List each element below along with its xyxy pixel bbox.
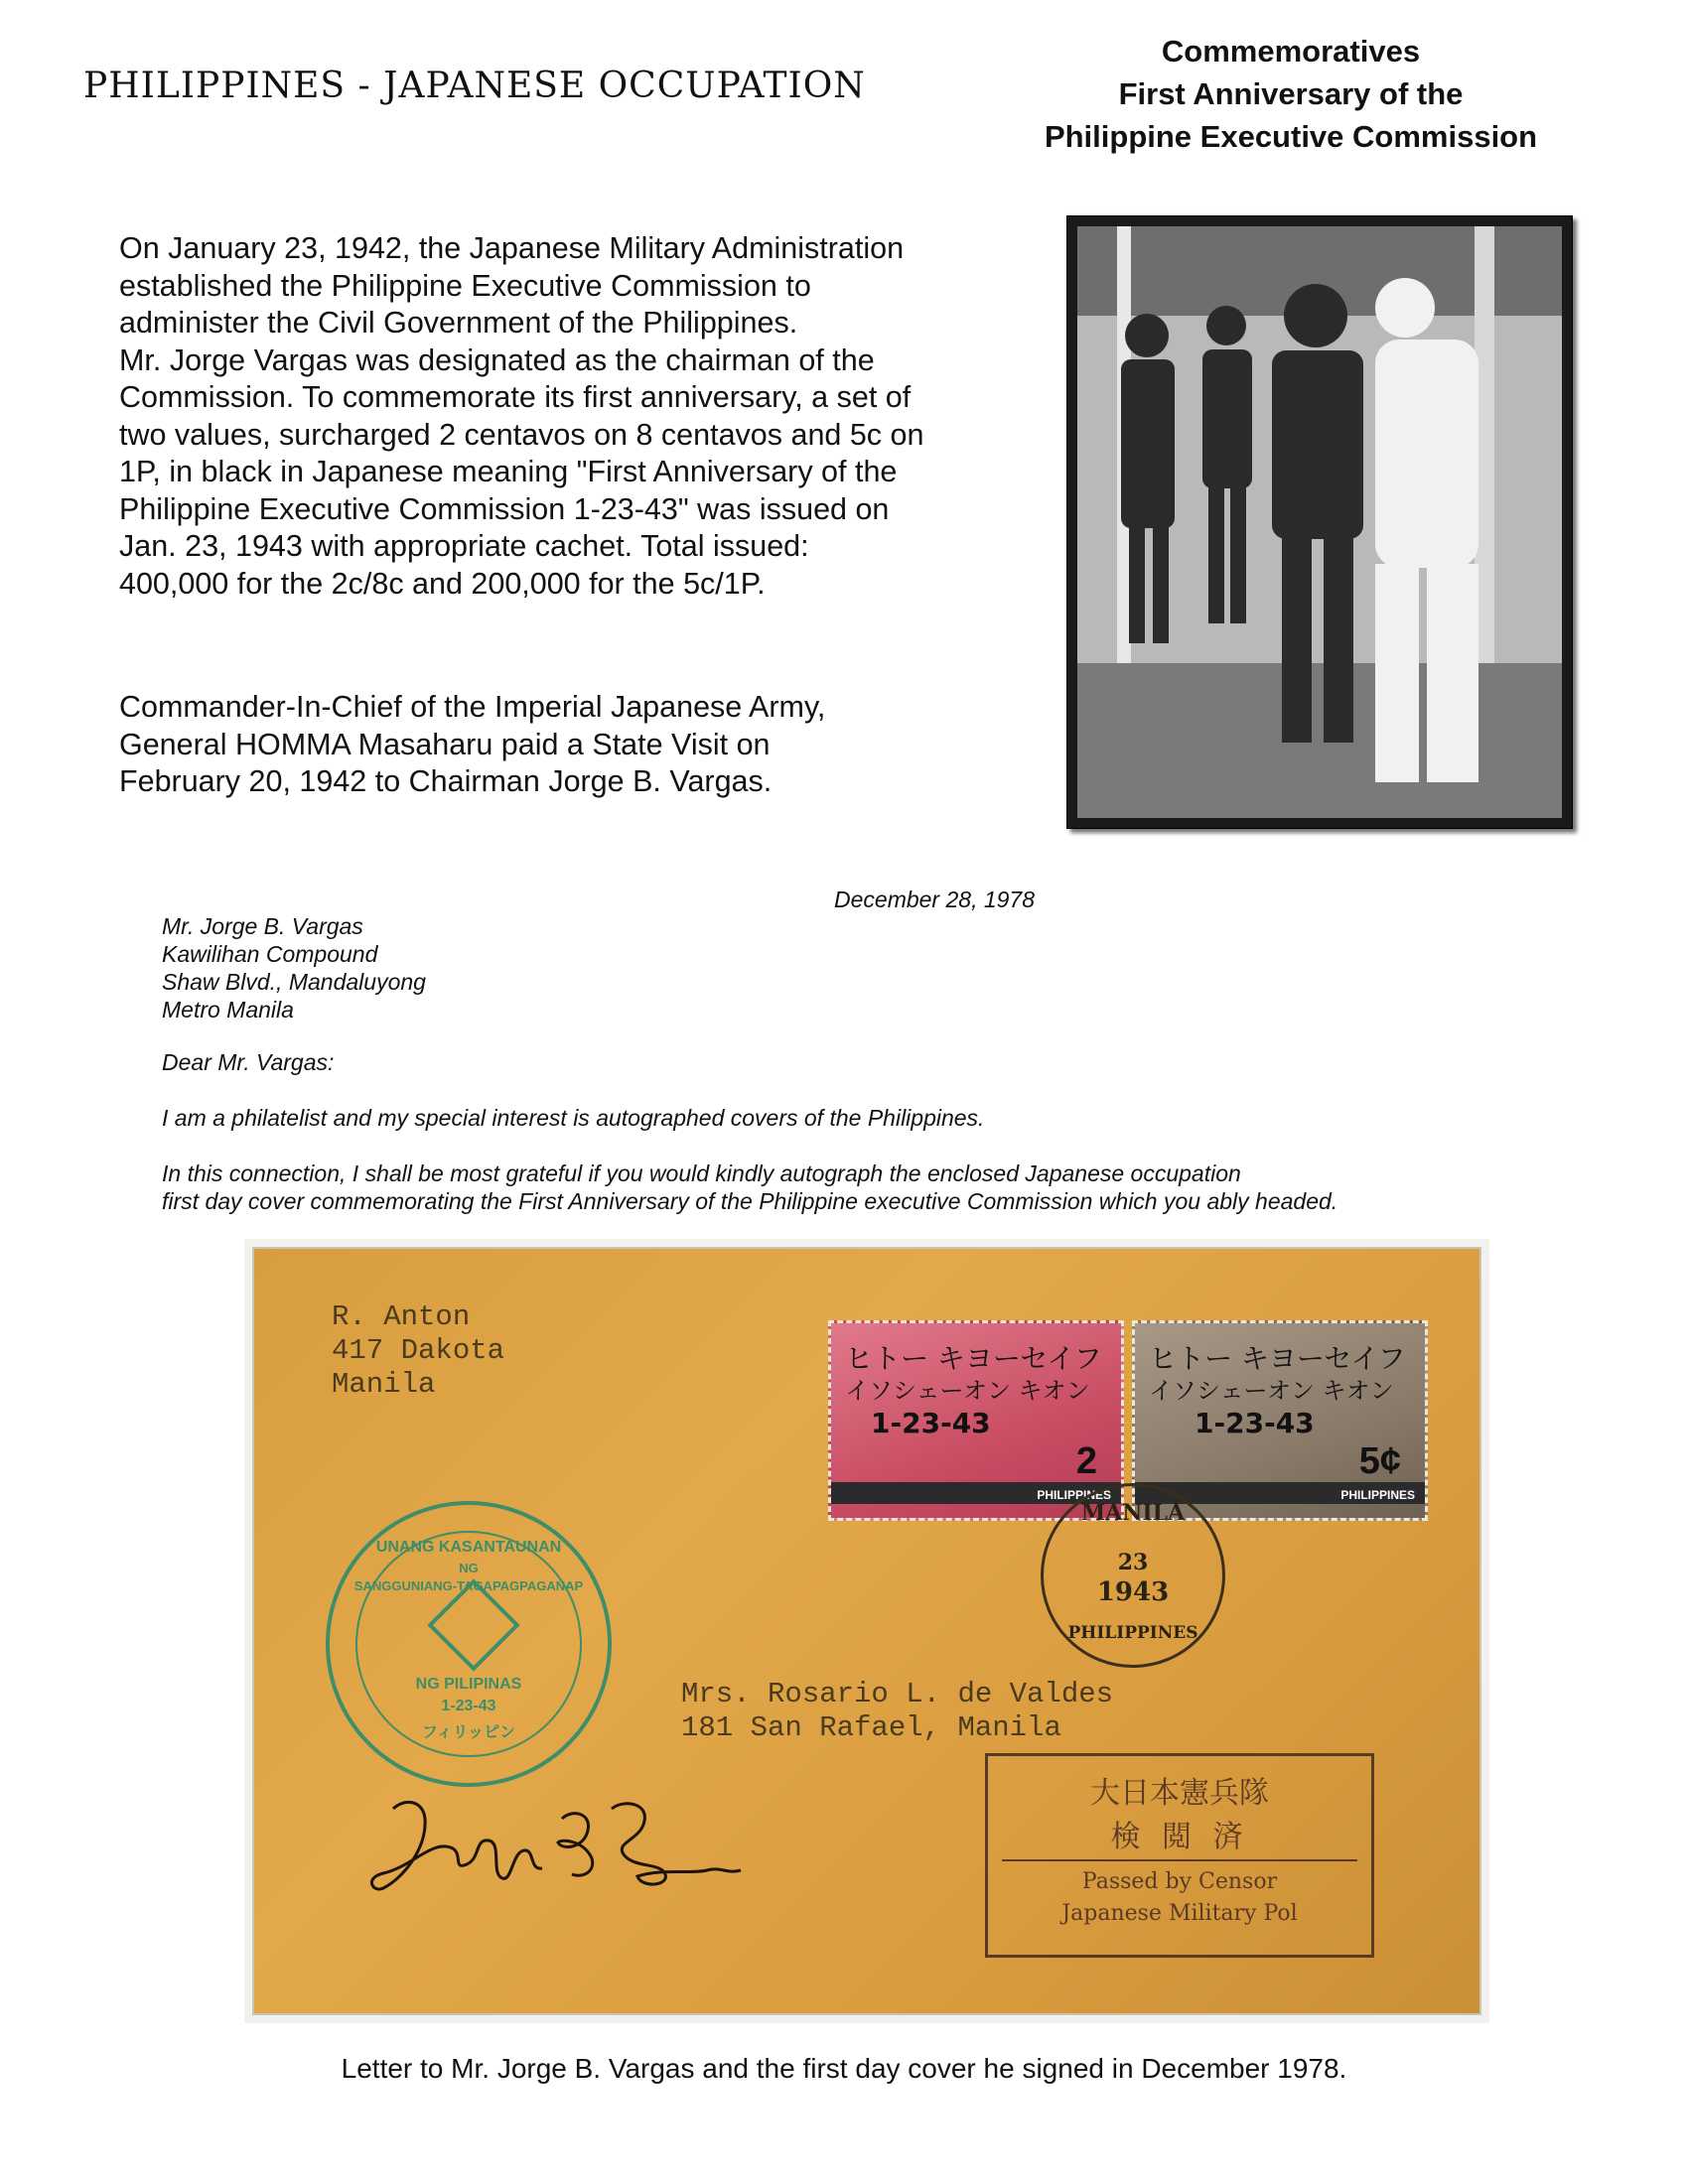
stamp-value: 5¢ xyxy=(1358,1440,1401,1482)
stamp-5c xyxy=(1132,1320,1428,1521)
text-line: Philippine Executive Commission 1-23-43" was issued on xyxy=(119,491,890,526)
censor-japanese: 大日本憲兵隊 xyxy=(1090,1776,1269,1811)
postmark-city: MANILA xyxy=(1080,1500,1186,1526)
photo-figures xyxy=(1077,226,1562,818)
text-line: February 20, 1942 to Chairman Jorge B. Vargas. xyxy=(119,764,773,798)
header-line: Philippine Executive Commission xyxy=(1044,119,1538,154)
cachet-kana: フィリッピン xyxy=(421,1724,516,1741)
letter-salutation: Dear Mr. Vargas: xyxy=(162,1049,335,1075)
stamp-surcharge: ヒトー キヨーセイフ xyxy=(1149,1342,1406,1375)
divider xyxy=(1002,1859,1357,1861)
letter-line: In this connection, I shall be most grateful if you would kindly autograph the enclosed Japanese occupation xyxy=(162,1160,1241,1186)
text-line: Mr. Jorge Vargas was designated as the chairman of the xyxy=(119,342,875,377)
anniversary-cachet xyxy=(326,1501,612,1787)
postmark-country: PHILIPPINES xyxy=(1067,1623,1198,1643)
page-title: PHILIPPINES - JAPANESE OCCUPATION xyxy=(83,66,866,106)
header-line: First Anniversary of the xyxy=(1118,76,1464,111)
address-line: Metro Manila xyxy=(162,997,294,1023)
censor-japanese: 検 閲 済 xyxy=(1110,1820,1249,1854)
address-line: Shaw Blvd., Mandaluyong xyxy=(162,969,426,995)
letter-address xyxy=(162,912,426,1024)
cachet-bottom: NG PILIPINAS xyxy=(415,1676,522,1693)
censor-handstamp xyxy=(985,1753,1374,1958)
letter-date: December 28, 1978 xyxy=(834,887,1036,912)
letter-line: first day cover commemorating the First Anniversary of the Philippine executive Commission which you ably headed. xyxy=(162,1188,1338,1214)
stamp-surcharge: イソシェーオン キオン xyxy=(1149,1377,1394,1405)
recipient-line: Mrs. Rosario L. de Valdes xyxy=(681,1678,1114,1710)
photo-image xyxy=(1077,226,1562,818)
text-line: Commander-In-Chief of the Imperial Japanese Army, xyxy=(119,690,826,724)
section-header xyxy=(983,30,1599,158)
stamp-date: 1-23-43 xyxy=(871,1407,991,1439)
stamp-surcharge: ヒトー キヨーセイフ xyxy=(845,1342,1102,1375)
stamp-country: PHILIPPINES xyxy=(1340,1488,1415,1502)
address-line: Kawilihan Compound xyxy=(162,941,378,967)
recipient-line: 181 San Rafael, Manila xyxy=(681,1711,1061,1744)
stamp-2c xyxy=(828,1320,1124,1521)
cover-caption: Letter to Mr. Jorge B. Vargas and the first day cover he signed in December 1978. xyxy=(341,2053,1347,2084)
letter-paragraph xyxy=(162,1160,1337,1215)
text-line: Commission. To commemorate its first anniversary, a set of xyxy=(119,380,912,414)
stamp-date: 1-23-43 xyxy=(1195,1407,1315,1439)
letter-paragraph: I am a philatelist and my special interest is autographed covers of the Philippines. xyxy=(162,1105,985,1131)
postmark-day: 23 xyxy=(1117,1550,1149,1575)
text-line: Jan. 23, 1943 with appropriate cachet. Total issued: xyxy=(119,529,809,563)
stamp-country: PHILIPPINES xyxy=(1037,1488,1111,1502)
first-day-cover xyxy=(254,1249,1479,2013)
sender-address xyxy=(332,1300,504,1402)
recipient-address xyxy=(681,1678,1113,1745)
state-visit-text xyxy=(119,689,963,801)
stamp-surcharge: イソシェーオン キオン xyxy=(845,1377,1090,1405)
stamp-value: 2 xyxy=(1075,1440,1097,1482)
signature xyxy=(363,1779,780,1908)
intro-text xyxy=(119,230,963,603)
text-line: administer the Civil Government of the Philippines. xyxy=(119,306,798,340)
sender-line: 417 Dakota xyxy=(332,1334,505,1367)
header-line: Commemoratives xyxy=(1161,34,1421,68)
cachet-ng: NG xyxy=(459,1561,479,1575)
postmark-year: 1943 xyxy=(1096,1577,1170,1607)
text-line: two values, surcharged 2 centavos on 8 centavos and 5c on xyxy=(119,417,924,452)
censor-english: Passed by Censor xyxy=(1081,1869,1278,1894)
address-line: Mr. Jorge B. Vargas xyxy=(162,913,363,939)
historical-photo xyxy=(1066,215,1573,829)
text-line: 1P, in black in Japanese meaning "First Anniversary of the xyxy=(119,455,898,488)
text-line: General HOMMA Masaharu paid a State Visit on xyxy=(119,727,771,761)
sender-line: Manila xyxy=(332,1368,436,1401)
cachet-ring-text: SANGGUNIANG-TAGAPAGPAGANAP xyxy=(353,1578,584,1593)
text-line: established the Philippine Executive Commission to xyxy=(119,268,811,303)
cachet-date: 1-23-43 xyxy=(441,1698,496,1714)
text-line: 400,000 for the 2c/8c and 200,000 for the 5c/1P. xyxy=(119,566,766,601)
censor-english: Japanese Military Pol xyxy=(1061,1901,1298,1926)
postmark xyxy=(1041,1483,1225,1668)
text-line: On January 23, 1942, the Japanese Military Administration xyxy=(119,231,905,265)
cachet-top: UNANG KASANTAUNAN xyxy=(375,1539,562,1556)
sender-line: R. Anton xyxy=(332,1300,471,1333)
